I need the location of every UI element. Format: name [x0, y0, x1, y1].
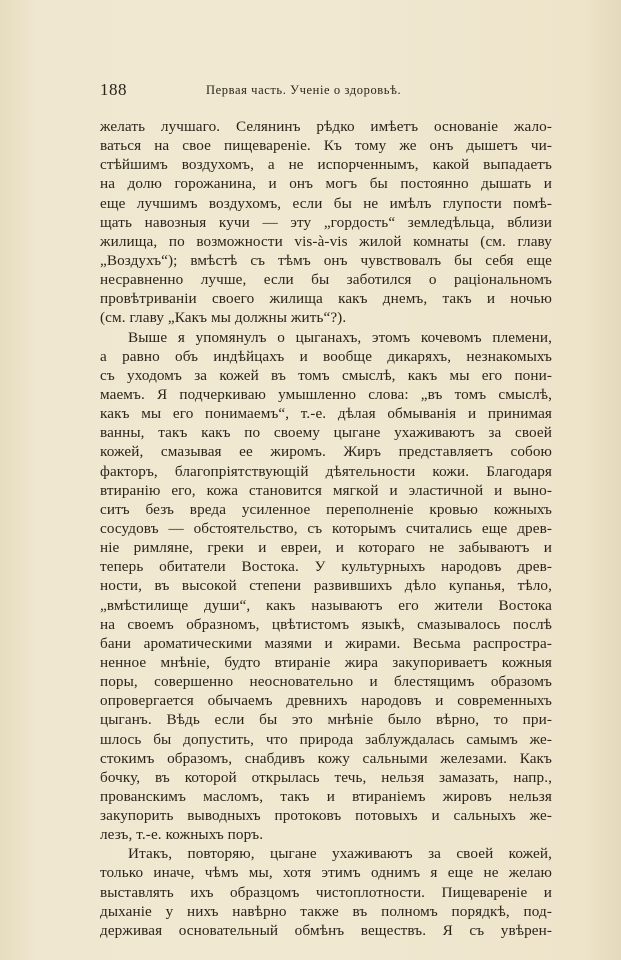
text-line: цыганъ. Вѣдь если бы это мнѣніе было вѣрно, то при- — [100, 711, 552, 729]
text-line: несравненно лучше, если бы заботился о раціональномъ — [100, 271, 552, 289]
text-line: втиранію его, кожа становится мягкой и эластичной и выно- — [100, 481, 552, 499]
text-line: поры, совершенно неосновательно и блестящимъ образомъ — [100, 673, 552, 691]
text-line: сосудовъ — обстоятельство, съ которымъ считались еще древ- — [100, 519, 552, 537]
text-line: Итакъ, повторяю, цыгане ухаживаютъ за своей кожей, — [128, 845, 552, 863]
text-line: дыханіе у нихъ навѣрно также въ полномъ порядкѣ, под- — [100, 902, 552, 920]
paragraph-3 — [100, 844, 552, 940]
text-line: бочку, въ которой открылась течь, нельзя замазать, напр., — [100, 768, 552, 786]
text-line: прованскимъ масломъ, такъ и втираніемъ жировъ нельзя — [100, 787, 552, 805]
text-line: шлось бы допустить, что природа заблуждалась самымъ же- — [100, 730, 552, 748]
text-line: Выше я упомянулъ о цыганахъ, этомъ кочевомъ племени, — [128, 328, 552, 346]
running-head: Первая часть. Ученіе о здоровьѣ. — [206, 83, 402, 97]
text-line: жилища, по возможности vis-à-vis жилой комнаты (см. главу — [100, 232, 552, 250]
text-line: стѣйшимъ воздухомъ, а не испорченнымъ, какой выпадаетъ — [100, 156, 552, 174]
text-line: кожей, смазывая ее жиромъ. Жиръ представляетъ собою — [100, 443, 552, 461]
page-header — [100, 80, 552, 104]
text-line: опровергается обычаемъ древнихъ народовъ и современныхъ — [100, 692, 552, 710]
text-line: лезъ, т.-е. кожныхъ поръ. — [100, 826, 264, 844]
text-line: факторъ, благопріятствующій дѣятельности кожи. Благодаря — [100, 462, 552, 480]
text-line: „вмѣстилище души“, какъ называютъ его жители Востока — [100, 596, 552, 614]
text-line: ненное мнѣніе, будто втираніе жира закупориваетъ кожныя — [100, 653, 552, 671]
text-line: на своемъ образномъ, цвѣтистомъ языкѣ, смазывалось послѣ — [100, 615, 552, 633]
text-line: на долю горожанина, и онъ могъ бы постоянно дышать и — [100, 175, 552, 193]
text-line: щать навозныя кучи — эту „гордость“ земледѣльца, вблизи — [100, 213, 552, 231]
text-line: теперь обитатели Востока. У культурныхъ народовъ древ- — [100, 558, 552, 576]
text-line: держивая основательный обмѣнъ веществъ. Я съ увѣрен- — [100, 921, 552, 939]
text-line: бани ароматическими мазями и жирами. Весьма распростра- — [100, 634, 552, 652]
text-line: съ уходомъ за кожей въ томъ смыслѣ, какъ мы его пони- — [100, 366, 552, 384]
text-line: „Воздухъ“); вмѣстѣ съ тѣмъ онъ чувствовалъ бы себя еще — [100, 251, 552, 269]
text-line: какъ мы его понимаемъ“, т.-е. дѣлая обмыванія и принимая — [100, 405, 552, 423]
text-line: ванны, такъ какъ по своему цыгане ухаживаютъ за своей — [100, 424, 552, 442]
text-line: ситъ безъ вреда усиленное переполненіе кровью кожныхъ — [100, 500, 552, 518]
text-line: желать лучшаго. Селянинъ рѣдко имѣетъ основаніе жало- — [100, 118, 552, 135]
text-line: только иначе, чѣмъ мы, хотя этимъ однимъ я еще не желаю — [100, 864, 552, 882]
text-line: стокимъ образомъ, снабдивъ кожу сальными железами. Какъ — [100, 749, 552, 767]
text-line: ваться на свое пищевареніе. Къ тому же онъ дышетъ чи- — [100, 137, 552, 155]
paragraph-1 — [100, 117, 552, 328]
text-line: провѣтриваніи своего жилища какъ днемъ, такъ и ночью — [100, 290, 552, 308]
text-line: маемъ. Я подчеркиваю умышленно слова: „въ томъ смыслѣ, — [100, 385, 552, 403]
text-line: ніе римляне, греки и евреи, и котораго не забываютъ и — [100, 539, 552, 557]
text-line: (см. главу „Какъ мы должны жить“?). — [100, 309, 347, 327]
text-line: закупорить выводныхъ протоковъ потовыхъ и сальныхъ же- — [100, 807, 552, 825]
paragraph-2 — [100, 328, 552, 845]
text-line: а равно объ индѣйцахъ и вообще дикаряхъ, незнакомыхъ — [100, 347, 552, 365]
page-number: 188 — [100, 80, 127, 99]
text-line: ности, въ высокой степени развившихъ дѣло купанья, тѣло, — [100, 577, 552, 595]
text-line: еще лучшимъ воздухомъ, если бы не имѣлъ глупости помѣ- — [100, 194, 552, 212]
text-line: выставлять ихъ образцомъ чистоплотности. Пищевареніе и — [100, 883, 552, 901]
body-text — [100, 117, 552, 940]
